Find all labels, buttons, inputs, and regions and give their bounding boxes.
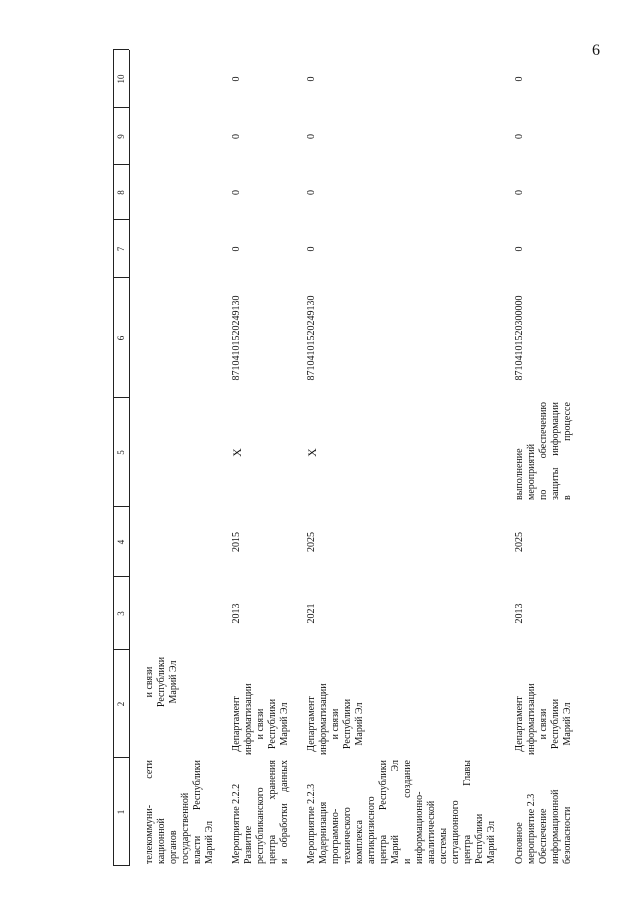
cell-line: информационно- [414,791,425,864]
cell-line: мероприятие 2.3 [526,793,537,864]
cell-line: Основное [514,822,525,864]
cell-line: комплекса [354,820,365,864]
cell-line: Республики [550,698,561,750]
cell-line: антикризисного [366,796,377,864]
column-number-7: 7 [116,246,126,252]
cell-line: ситуационного [450,800,461,864]
column-number-2: 2 [116,701,126,707]
value-cell-8: 0 [231,190,242,195]
value-cell-10: 0 [306,76,317,82]
cell-line: Мероприятие 2.2.2 [231,783,242,864]
value-cell-10: 0 [231,76,242,82]
start-year-cell: 2013 [514,603,525,624]
cell-line: центра Республики [378,760,389,864]
cell-line: Департамент [306,696,317,752]
column-number-9: 9 [116,134,126,139]
cell-line: информационной [550,789,561,864]
value-cell-7: 0 [514,246,525,252]
activity-name-cell [514,760,574,864]
cell-line: информатизации [318,683,329,755]
cell-line: государственной [180,792,191,864]
cell-line: Республики [156,656,167,708]
header-bottom-border [129,50,130,866]
cell-line: в процессе [562,402,573,500]
cell-line: Марий Эл [279,702,290,746]
cell-line: кационной [156,818,167,864]
column-number-3: 3 [116,611,126,616]
cell-line: Республики [474,813,485,864]
cell-line: Департамент [231,696,242,752]
activity-name-cell [306,760,498,864]
value-cell-8: 0 [306,190,317,195]
end-year-cell: 2015 [231,532,242,552]
cell-line: по обеспечению [538,402,549,500]
executor-cell [144,654,180,710]
start-year-cell: 2021 [306,603,317,624]
column-number-10: 10 [116,74,126,84]
page-number: 6 [592,42,600,59]
cell-line: системы [438,827,449,864]
cell-line: и связи [255,708,266,740]
cell-line: программно- [330,808,341,864]
column-number-8: 8 [116,190,126,195]
end-year-cell: 2025 [514,532,525,552]
value-cell-8: 0 [514,190,525,195]
cell-line: Развитие [243,825,254,864]
column-number-4: 4 [116,539,126,545]
cell-line: Обеспечение [538,808,549,864]
end-year-cell: 2025 [306,532,317,552]
column-number-6: 6 [116,335,126,341]
cell-line: органов [168,830,179,864]
cell-line: Марий Эл [354,702,365,746]
cell-line: информатизации [243,683,254,755]
value-cell-7: 0 [231,246,242,252]
cell-line: и связи [538,708,549,740]
cell-line: телекоммуни- сети [144,760,155,864]
result-cell: X [230,448,244,457]
cell-line: центра хранения [267,760,278,864]
cell-line: информатизации [526,683,537,755]
value-cell-9: 0 [231,134,242,139]
column-number-5: 5 [116,450,126,455]
cell-line: центра Главы [462,760,473,864]
cell-line: Республики [267,698,278,750]
cell-line: безопасности [562,806,573,864]
value-cell-9: 0 [306,134,317,139]
cell-line: и связи [144,666,155,698]
activity-name-cell [231,760,291,864]
cell-line: мероприятий [526,443,537,500]
result-cell [514,402,574,500]
cell-line: Марий Эл [204,821,215,864]
cell-line: выполнение [514,448,525,500]
cell-line: республиканского [255,787,266,864]
cell-line: Республики [342,698,353,750]
result-cell: X [305,448,319,457]
executor-cell [514,683,574,755]
cell-line: Модернизация [318,801,329,864]
executor-cell [306,683,366,755]
budget-code-cell: 87104101520249130 [306,295,317,381]
start-year-cell: 2013 [231,603,242,624]
value-cell-9: 0 [514,134,525,139]
cell-line: Департамент [514,696,525,752]
cell-line: и обработки данных [279,760,290,864]
column-number-1: 1 [116,809,126,815]
cell-line: Мероприятие 2.2.3 [306,783,317,864]
value-cell-10: 0 [514,76,525,82]
value-cell-7: 0 [306,246,317,252]
cell-line: аналитической [426,800,437,864]
activity-name-cell [144,760,216,864]
cell-line: Марий Эл [168,660,179,704]
cell-line: защиты информации [550,402,561,500]
cell-line: Марий Эл [562,702,573,746]
cell-line: технического [342,807,353,864]
cell-line: Марий Эл [390,760,401,864]
budget-code-cell: 87104101520300000 [514,295,525,381]
executor-cell [231,683,291,755]
cell-line: и связи [330,708,341,740]
cell-line: власти Республики [192,760,203,864]
budget-code-cell: 87104101520249130 [231,295,242,381]
cell-line: Марий Эл [486,821,497,864]
cell-line: и создание [402,760,413,864]
